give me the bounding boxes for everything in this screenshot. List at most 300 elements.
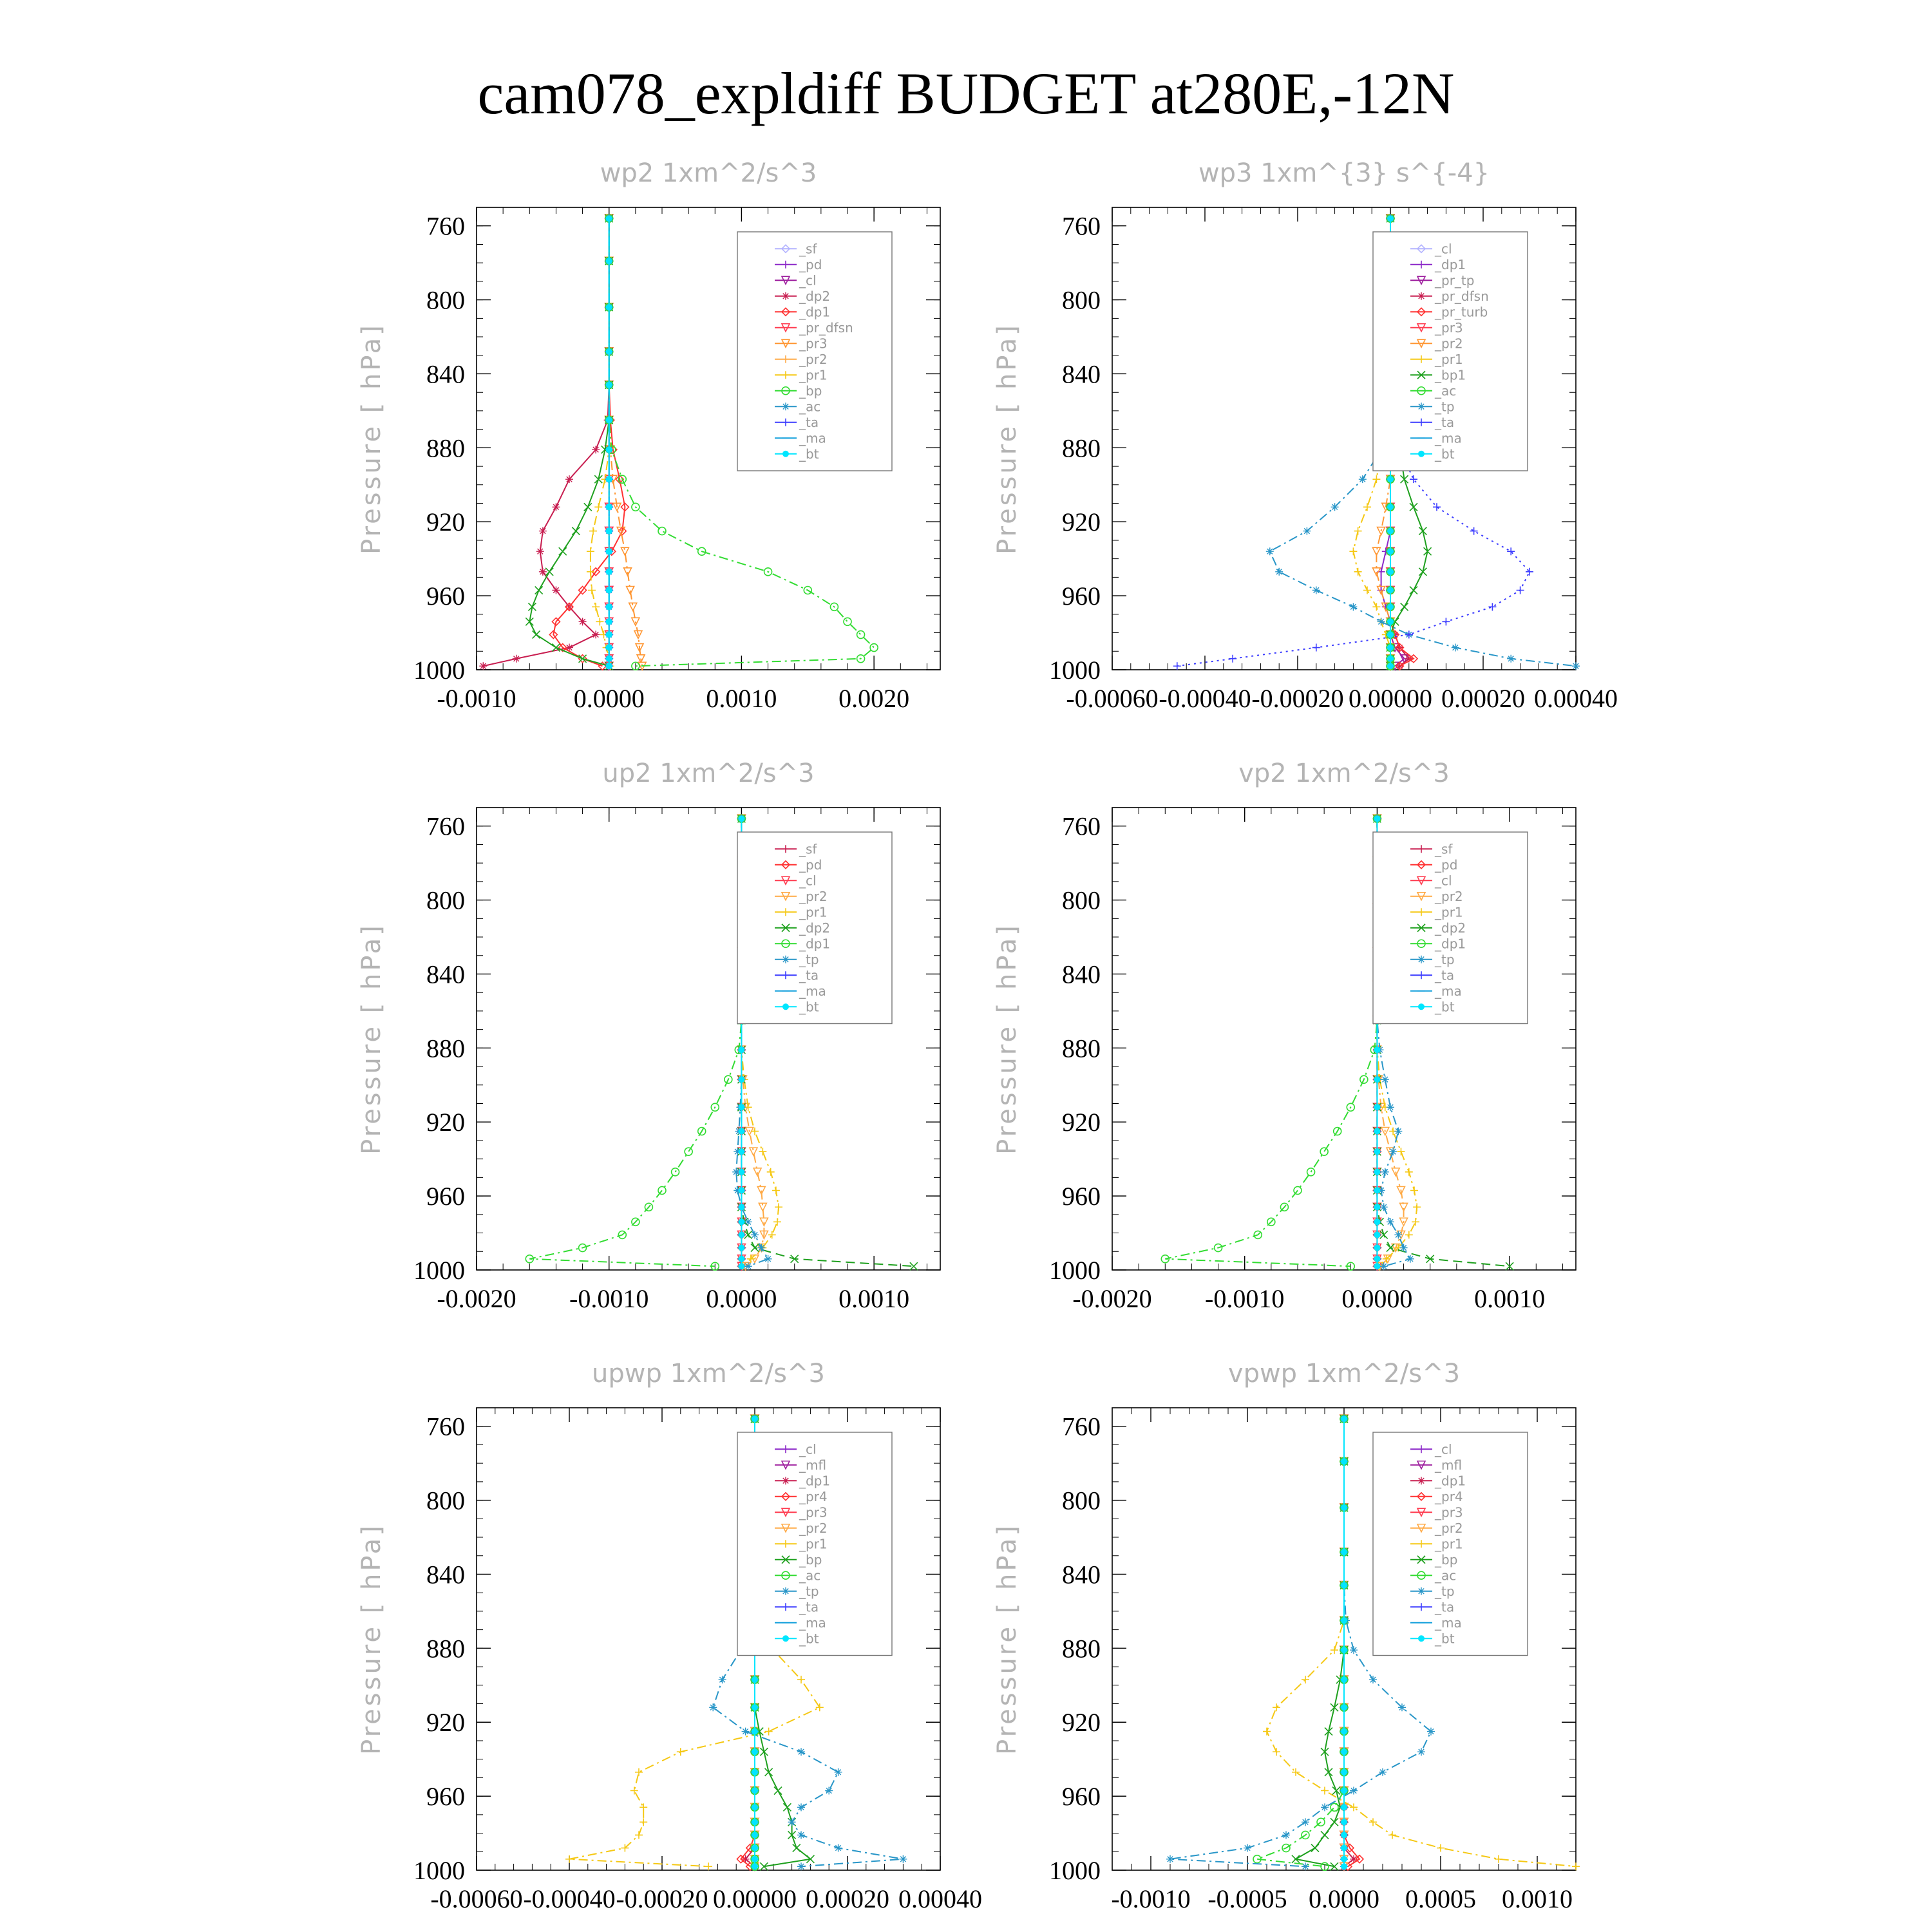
data-point: [1410, 503, 1417, 511]
y-tick-label: 880: [1062, 433, 1101, 463]
legend-label: _pr2: [1435, 336, 1463, 352]
data-point: [738, 1128, 744, 1135]
legend-marker: [1417, 1587, 1425, 1595]
series-bt: [606, 215, 612, 669]
legend-label: _dp1: [799, 304, 831, 320]
legend-label: _ma: [799, 430, 826, 446]
legend-label: _ac: [799, 1567, 821, 1584]
data-point: [844, 618, 851, 625]
page-title: cam078_expldiff BUDGET at280E,-12N: [477, 61, 1455, 126]
legend-label: _pd: [799, 857, 822, 873]
legend-marker: [782, 402, 790, 410]
data-point: [589, 527, 597, 535]
chart-panel-3: [357, 759, 940, 1313]
legend-label: _dp1: [1435, 256, 1466, 272]
y-tick-label: 840: [426, 1560, 465, 1589]
y-tick-label: 1000: [1049, 1856, 1101, 1885]
legend-label: _ta: [799, 1599, 819, 1615]
data-point: [1427, 1728, 1435, 1736]
series-dp1: [1161, 815, 1381, 1270]
data-point: [1266, 547, 1274, 555]
x-tick-label: -0.0020: [437, 1284, 516, 1313]
x-tick-label: 0.0010: [1474, 1284, 1546, 1313]
data-point: [1398, 1703, 1406, 1711]
data-point: [1381, 1075, 1389, 1083]
data-point: [572, 527, 580, 535]
data-point: [1381, 1168, 1389, 1176]
y-tick-label: 880: [1062, 1634, 1101, 1663]
data-point: [1354, 527, 1362, 535]
data-point: [1363, 587, 1371, 594]
data-point: [738, 1169, 744, 1175]
legend-label: _pr4: [799, 1488, 828, 1504]
data-point: [579, 618, 587, 625]
data-point: [1369, 1676, 1377, 1683]
data-point: [1341, 1788, 1347, 1794]
y-tick-label: 840: [1062, 960, 1101, 989]
legend-label: _bp: [799, 383, 822, 399]
y-tick-label: 800: [426, 1486, 465, 1515]
legend: [1373, 232, 1528, 471]
data-point: [1495, 1855, 1502, 1863]
data-point: [539, 568, 547, 576]
legend-marker: [1417, 1477, 1425, 1484]
y-axis-label: Pressure [ hPa]: [357, 1523, 386, 1755]
data-point: [752, 1832, 758, 1838]
legend-label: _dp2: [799, 920, 831, 936]
legend-label: _pr3: [799, 1504, 828, 1520]
data-point: [606, 645, 612, 651]
data-point: [752, 1856, 758, 1862]
data-point: [835, 1768, 842, 1776]
legend-label: _pr1: [799, 367, 828, 383]
legend-label: _pd: [1435, 857, 1458, 873]
data-point: [1374, 815, 1380, 822]
data-point: [1379, 1768, 1387, 1776]
legend-label: _bt: [799, 1631, 819, 1647]
legend-label: _pr1: [1435, 1536, 1463, 1552]
legend-marker: [782, 956, 790, 963]
series-dp1: [526, 815, 745, 1270]
data-point: [1387, 656, 1394, 662]
data-point: [816, 1703, 824, 1711]
data-point: [775, 1203, 782, 1211]
legend-label: _ta: [1435, 414, 1455, 430]
y-axis-label: Pressure [ hPa]: [357, 923, 386, 1155]
data-point: [1387, 1244, 1394, 1252]
data-point: [1412, 1218, 1419, 1226]
data-point: [719, 1676, 726, 1683]
legend-label: _pr2: [1435, 1520, 1463, 1536]
series-bp: [1292, 1415, 1348, 1870]
series-line: [1257, 1419, 1344, 1866]
legend: [737, 832, 892, 1024]
data-point: [565, 475, 573, 483]
data-point: [1406, 1255, 1414, 1263]
data-point: [1572, 662, 1580, 670]
data-point: [606, 417, 612, 423]
data-point: [772, 1187, 780, 1195]
data-point: [606, 382, 612, 388]
data-point: [1374, 1218, 1380, 1225]
data-point: [1312, 644, 1320, 652]
data-point: [1380, 1262, 1388, 1270]
y-tick-label: 800: [1062, 1486, 1101, 1515]
data-point: [1470, 527, 1478, 535]
data-point: [685, 1148, 692, 1155]
data-point: [1244, 1844, 1251, 1852]
data-point: [584, 503, 592, 511]
data-point: [768, 1231, 776, 1238]
data-point: [1341, 1863, 1347, 1870]
data-point: [1372, 603, 1380, 611]
data-point: [774, 1787, 782, 1795]
data-point: [788, 1818, 796, 1826]
data-point: [1387, 548, 1394, 554]
data-point: [630, 1787, 638, 1795]
data-point: [606, 446, 612, 453]
legend-marker: [1417, 292, 1425, 300]
data-point: [752, 1863, 758, 1870]
data-point: [1359, 475, 1367, 483]
data-point: [825, 1787, 833, 1795]
data-point: [1374, 1128, 1380, 1135]
y-tick-label: 960: [426, 1182, 465, 1211]
legend-label: _pr4: [1435, 1488, 1463, 1504]
data-point: [592, 446, 600, 453]
x-tick-label: -0.0020: [1072, 1284, 1152, 1313]
legend: [737, 1432, 892, 1656]
data-point: [606, 548, 612, 554]
y-tick-label: 840: [426, 359, 465, 389]
legend: [1373, 832, 1528, 1024]
y-tick-label: 840: [426, 960, 465, 989]
legend-label: _ac: [1435, 1567, 1457, 1584]
data-point: [1341, 1728, 1347, 1735]
legend-label: _bp: [1435, 1551, 1458, 1567]
data-point: [752, 1728, 758, 1735]
data-point: [1341, 1676, 1347, 1683]
data-point: [752, 1845, 758, 1852]
legend-label: _ta: [799, 414, 819, 430]
legend-label: _ma: [799, 1615, 826, 1631]
data-point: [1354, 568, 1362, 576]
data-point: [1166, 1855, 1174, 1863]
data-point: [1341, 1647, 1347, 1653]
series-line: [529, 819, 741, 1266]
legend: [737, 232, 892, 471]
data-point: [658, 527, 666, 535]
legend-label: _pr3: [799, 336, 828, 352]
subplot-title: vp2 1xm^2/s^3: [1238, 759, 1450, 788]
y-tick-label: 760: [426, 811, 465, 841]
legend-label: _pr2: [799, 1520, 828, 1536]
data-point: [606, 476, 612, 482]
y-tick-label: 920: [1062, 1108, 1101, 1137]
legend-label: _cl: [799, 873, 817, 889]
data-point: [1380, 1203, 1388, 1211]
data-point: [1374, 1104, 1380, 1110]
data-point: [1374, 1148, 1380, 1155]
data-point: [1387, 645, 1394, 651]
data-point: [738, 815, 744, 822]
data-point: [738, 1245, 744, 1251]
legend-label: _pr1: [1435, 351, 1463, 367]
data-point: [606, 603, 612, 610]
data-point: [533, 630, 540, 638]
data-point: [738, 1188, 744, 1194]
x-tick-label: 0.0005: [1405, 1884, 1476, 1913]
series-dp2: [479, 214, 612, 670]
data-point: [1341, 1416, 1347, 1422]
data-point: [1282, 1831, 1290, 1839]
subplot-title: upwp 1xm^2/s^3: [592, 1359, 825, 1388]
data-point: [797, 1676, 805, 1683]
y-axis-label: Pressure [ hPa]: [992, 923, 1022, 1155]
y-tick-label: 960: [1062, 1182, 1101, 1211]
subplot-title: wp3 1xm^{3} s^{-4}: [1198, 158, 1490, 188]
x-tick-label: 0.00020: [1441, 684, 1525, 713]
data-point: [513, 655, 520, 663]
data-point: [1372, 475, 1380, 483]
data-point: [744, 1262, 752, 1270]
chart-panel-4: [992, 759, 1576, 1313]
data-point: [1507, 655, 1515, 663]
y-tick-label: 960: [426, 582, 465, 611]
legend-label: _cl: [1435, 1441, 1452, 1457]
legend-label: _pr_dfsn: [799, 319, 853, 336]
data-point: [1275, 568, 1283, 576]
data-point: [1321, 1831, 1329, 1839]
data-point: [738, 1076, 744, 1083]
data-point: [1273, 1703, 1280, 1711]
data-point: [1311, 1844, 1319, 1852]
data-point: [752, 1676, 758, 1683]
legend-marker: [782, 1003, 789, 1010]
legend-label: _pr2: [799, 888, 828, 904]
y-tick-label: 800: [426, 886, 465, 915]
y-tick-label: 760: [1062, 1412, 1101, 1441]
data-point: [738, 1218, 744, 1225]
data-point: [592, 603, 600, 611]
legend-label: _cl: [1435, 241, 1452, 257]
data-point: [1417, 1748, 1425, 1756]
data-point: [545, 568, 553, 576]
data-point: [1389, 1148, 1397, 1155]
data-point: [1320, 1148, 1328, 1155]
legend-label: _sf: [1435, 841, 1453, 857]
data-point: [1331, 1803, 1338, 1811]
data-point: [1350, 1787, 1358, 1795]
data-point: [757, 1244, 765, 1252]
data-point: [751, 1244, 759, 1252]
data-point: [752, 1416, 758, 1422]
y-tick-label: 920: [1062, 1708, 1101, 1738]
series-line: [483, 218, 609, 666]
x-tick-label: 0.0000: [573, 684, 645, 713]
data-point: [797, 1803, 805, 1811]
data-point: [1526, 568, 1533, 576]
data-point: [1394, 1128, 1402, 1135]
chart-panel-5: [357, 1359, 982, 1913]
data-point: [1394, 1231, 1402, 1238]
data-point: [1517, 587, 1524, 594]
data-point: [1374, 1231, 1380, 1238]
data-point: [870, 644, 878, 652]
data-point: [1341, 1748, 1347, 1755]
subplot-title: vpwp 1xm^2/s^3: [1227, 1359, 1461, 1388]
data-point: [1387, 1218, 1394, 1226]
legend-label: _bt: [1435, 446, 1455, 462]
legend-label: _ma: [1435, 430, 1462, 446]
x-tick-label: 0.0010: [1502, 1884, 1573, 1913]
legend-marker: [1417, 956, 1425, 963]
x-tick-label: -0.0010: [1111, 1884, 1191, 1913]
x-tick-label: 0.0020: [838, 684, 910, 713]
data-point: [764, 1255, 772, 1263]
data-point: [1273, 1748, 1280, 1756]
x-tick-label: 0.0010: [706, 684, 777, 713]
legend-label: _tp: [799, 951, 819, 967]
legend-label: _mfl: [799, 1457, 827, 1473]
legend-label: _pr2: [1435, 888, 1463, 904]
y-tick-label: 880: [426, 1034, 465, 1063]
data-point: [1452, 644, 1459, 652]
data-point: [738, 1046, 744, 1053]
x-tick-label: -0.00040: [1159, 684, 1251, 713]
legend-label: _dp2: [799, 288, 831, 304]
data-point: [773, 1218, 781, 1226]
data-point: [1341, 1832, 1347, 1838]
data-point: [1302, 1818, 1309, 1826]
data-point: [765, 1728, 773, 1736]
legend-label: _tp: [1435, 951, 1455, 967]
legend-marker: [1417, 402, 1425, 410]
data-point: [857, 630, 865, 638]
data-point: [606, 663, 612, 669]
data-point: [1437, 1844, 1444, 1852]
legend-label: _tp: [1435, 1583, 1455, 1599]
y-tick-label: 760: [1062, 211, 1101, 241]
data-point: [760, 1218, 768, 1226]
y-tick-label: 760: [426, 1412, 465, 1441]
legend-label: _dp1: [799, 1473, 831, 1489]
data-point: [606, 528, 612, 535]
legend-label: _ta: [1435, 967, 1455, 983]
legend-label: _bp1: [1435, 367, 1466, 383]
series-line: [553, 218, 625, 666]
data-point: [1369, 1818, 1377, 1826]
x-tick-label: 0.0000: [706, 1284, 777, 1313]
y-tick-label: 1000: [1049, 656, 1101, 685]
data-point: [587, 547, 594, 555]
legend-label: _bt: [1435, 1631, 1455, 1647]
data-point: [1374, 1076, 1380, 1083]
y-tick-label: 840: [1062, 359, 1101, 389]
legend-label: _pr1: [799, 1536, 828, 1552]
data-point: [1302, 1862, 1309, 1870]
data-point: [752, 1804, 758, 1810]
data-point: [1442, 618, 1450, 625]
x-tick-label: -0.00060: [1066, 684, 1159, 713]
legend: [1373, 1432, 1528, 1656]
legend-label: _cl: [1435, 873, 1452, 889]
data-point: [752, 1748, 758, 1755]
data-point: [1331, 1818, 1338, 1826]
y-tick-label: 920: [426, 507, 465, 537]
x-tick-label: -0.0010: [569, 1284, 649, 1313]
x-tick-label: 0.00040: [1534, 684, 1618, 713]
y-tick-label: 1000: [413, 1856, 465, 1885]
data-point: [1387, 618, 1394, 625]
y-tick-label: 1000: [413, 1256, 465, 1285]
data-point: [559, 547, 567, 555]
data-point: [1387, 528, 1394, 535]
data-point: [539, 527, 547, 535]
data-point: [783, 1803, 791, 1811]
data-point: [565, 1855, 573, 1863]
data-point: [1173, 662, 1181, 670]
series-line: [1165, 819, 1377, 1266]
chart-panel-2: [992, 158, 1618, 713]
data-point: [1397, 1148, 1405, 1155]
legend-label: _cl: [799, 272, 817, 289]
y-tick-label: 960: [1062, 1782, 1101, 1812]
subplot-title: up2 1xm^2/s^3: [602, 759, 815, 788]
y-tick-label: 960: [1062, 582, 1101, 611]
data-point: [1413, 1203, 1421, 1211]
chart-panel-6: [992, 1359, 1580, 1913]
data-point: [1321, 1787, 1329, 1795]
legend-label: _ma: [1435, 983, 1462, 999]
legend-label: _mfl: [1435, 1457, 1463, 1473]
legend-label: _sf: [799, 841, 817, 857]
data-point: [738, 1231, 744, 1238]
y-tick-label: 800: [426, 285, 465, 315]
data-point: [1400, 1244, 1408, 1252]
data-point: [606, 504, 612, 510]
legend-label: _ta: [1435, 1599, 1455, 1615]
data-point: [797, 1748, 805, 1756]
legend-label: _ta: [799, 967, 819, 983]
legend-label: _pr3: [1435, 319, 1463, 336]
data-point: [1374, 1204, 1380, 1210]
x-tick-label: 0.00000: [713, 1884, 797, 1913]
legend-label: _ac: [1435, 383, 1457, 399]
data-point: [579, 655, 587, 663]
legend-label: _pr1: [1435, 904, 1463, 920]
data-point: [1229, 655, 1236, 663]
y-tick-label: 840: [1062, 1560, 1101, 1589]
series-pr3: [605, 214, 646, 670]
data-point: [797, 1862, 805, 1870]
data-point: [1363, 503, 1371, 511]
data-point: [1341, 1617, 1347, 1624]
legend-label: _dp1: [1435, 936, 1466, 952]
data-point: [1507, 547, 1515, 555]
data-point: [1387, 569, 1394, 575]
data-point: [1387, 631, 1394, 638]
data-point: [594, 503, 602, 511]
y-tick-label: 880: [426, 433, 465, 463]
data-point: [592, 630, 600, 638]
data-point: [709, 1703, 717, 1711]
data-point: [744, 1218, 752, 1226]
data-point: [793, 1844, 800, 1852]
data-point: [535, 587, 543, 594]
series-line: [609, 218, 642, 666]
y-tick-label: 800: [1062, 886, 1101, 915]
